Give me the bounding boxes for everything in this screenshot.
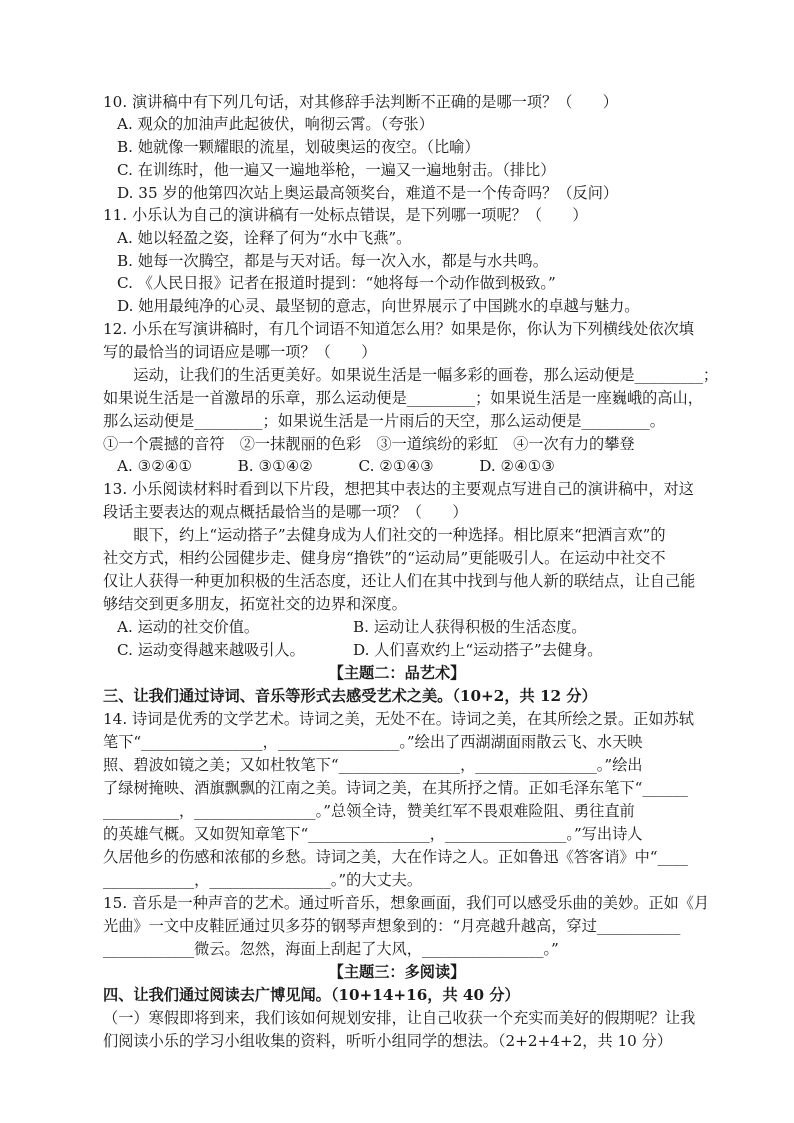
q10-stem: 10. 演讲稿中有下列几句话，对其修辞手法判断不正确的是哪一项？（ ） [103, 93, 618, 111]
q11-option-b: B. 她每一次腾空，都是与天对话。每一次入水，都是与水共鸣。 [117, 252, 548, 270]
q13-stem-line1: 13. 小乐阅读材料时看到以下片段，想把其中表达的主要观点写进自己的演讲稿中，对这 [103, 480, 694, 498]
q15-line3: ____________微云。忽然，海面上刮起了大风，________________。” [103, 940, 559, 958]
theme2-heading: 【主题二：品艺术】 [328, 664, 466, 682]
q12-stem-line1: 12. 小乐在写演讲稿时，有几个词语不知道怎么用？如果是你，你认为下列横线处依次填 [103, 320, 694, 338]
q14-line2: 笔下“________________，________________。”绘出了西湖湖面雨散云飞、水天映 [103, 733, 643, 751]
q14-line1: 14. 诗词是优秀的文学艺术。诗词之美，无处不在。诗词之美，在其所绘之景。正如苏轼 [103, 710, 694, 728]
q13-option-b: B. 运动让人获得积极的生活态度。 [353, 618, 587, 636]
q10-option-d: D. 35 岁的他第四次站上奥运最高领奖台，难道不是一个传奇吗？（反问） [117, 184, 619, 202]
part1-line1: （一）寒假即将到来，我们该如何规划安排，让自己收获一个充实而美好的假期呢？让我 [103, 1009, 696, 1027]
q13-passage-line2: 社交方式，相约公园健步走、健身房“撸铁”的“运动局”更能吸引人。在运动中社交不 [103, 549, 666, 567]
q12-word-items: ①一个震撼的音符 ②一抹靓丽的色彩 ③一道缤纷的彩虹 ④一次有力的攀登 [103, 435, 635, 453]
q12-passage-line3: 那么运动便是_________；如果说生活是一片雨后的天空，那么运动便是_________。 [103, 412, 665, 430]
q13-stem-line2: 段话主要表达的观点概括最恰当的是哪一项？（ ） [103, 503, 468, 521]
q14-line6: 的英雄气概。又如贺知章笔下“________________，________________。”写出诗人 [103, 825, 643, 843]
q12-stem-line2: 写的最恰当的词语应是哪一项？（ ） [103, 343, 377, 361]
q12-passage-line2: 如果说生活是一首激昂的乐章，那么运动便是_________；如果说生活是一座巍峨的高山， [103, 389, 703, 407]
section4-heading: 四、让我们通过阅读去广博见闻。（10+14+16，共 40 分） [103, 986, 520, 1004]
theme3-heading: 【主题三：多阅读】 [328, 963, 466, 981]
q13-passage-line1: 眼下，约上“运动搭子”去健身成为人们社交的一种选择。相比原来“把酒言欢”的 [103, 526, 666, 544]
q13-option-a: A. 运动的社交价值。 [117, 618, 260, 636]
q12-passage-line1: 运动，让我们的生活更美好。如果说生活是一幅多彩的画卷，那么运动便是_________； [103, 366, 719, 384]
q14-line5: __________，________________。”总领全诗，赞美红军不畏艰难险阻、勇往直前 [103, 802, 635, 820]
q10-option-a: A. 观众的加油声此起彼伏，响彻云霄。（夸张） [117, 115, 434, 133]
q14-line4: 了绿树掩映、酒旗飘飘的江南之美。诗词之美，在其所抒之情。正如毛泽东笔下“______ [103, 779, 688, 797]
q11-option-a: A. 她以轻盈之姿，诠释了何为“水中飞燕”。 [117, 229, 412, 247]
q13-option-c: C. 运动变得越来越吸引人。 [117, 641, 305, 659]
q13-passage-line4: 够结交到更多朋友，拓宽社交的边界和深度。 [103, 595, 407, 613]
q14-line7: 久居他乡的伤感和浓郁的乡愁。诗词之美，大在作诗之人。正如鲁迅《答客诮》中“____ [103, 848, 688, 866]
q14-line3: 照、碧波如镜之美；又如杜牧笔下“________________，________________。”绘出 [103, 756, 643, 774]
q11-option-d: D. 她用最纯净的心灵、最坚韧的意志，向世界展示了中国跳水的卓越与魅力。 [117, 297, 640, 315]
q10-option-b: B. 她就像一颗耀眼的流星，划破奥运的夜空。（比喻） [117, 138, 480, 156]
q11-option-c: C. 《人民日报》记者在报道时提到：“她将每一个动作做到极致。” [117, 274, 556, 292]
part1-line2: 们阅读小乐的学习小组收集的资料，听听小组同学的想法。（2+2+4+2，共 10 分） [103, 1032, 673, 1050]
q11-stem: 11. 小乐认为自己的演讲稿有一处标点错误，是下列哪一项呢？（ ） [103, 206, 588, 224]
q12-options: A. ③②④① B. ③①④② C. ②①④③ D. ②④①③ [117, 457, 555, 475]
q14-line8: ____________，________________。”的大丈夫。 [103, 871, 423, 889]
q13-option-d: D. 人们喜欢约上“运动搭子”去健身。 [353, 641, 603, 659]
section3-heading: 三、让我们通过诗词、音乐等形式去感受艺术之美。（10+2，共 12 分） [103, 687, 597, 705]
q13-passage-line3: 仅让人获得一种更加积极的生活态度，还让人们在其中找到与他人新的联结点，让自己能 [103, 572, 696, 590]
q15-line1: 15. 音乐是一种声音的艺术。通过听音乐，想象画面，我们可以感受乐曲的美妙。正如《月 [103, 894, 710, 912]
q10-option-c: C. 在训练时，他一遍又一遍地举枪，一遍又一遍地射击。（排比） [117, 161, 556, 179]
q15-line2: 光曲》一文中皮鞋匠通过贝多芬的钢琴声想象到的：“月亮越升越高，穿过___________ [103, 917, 681, 935]
